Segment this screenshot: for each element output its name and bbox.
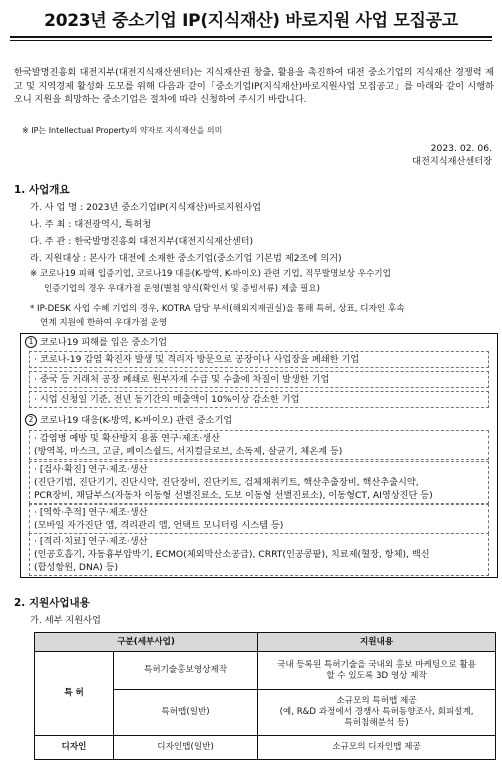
table-row <box>35 652 496 690</box>
issue-block <box>412 142 492 168</box>
section1-heading: 1. 사업개요 <box>14 184 70 196</box>
program-desc-line: 특허침해분석 등) <box>344 718 409 728</box>
program-desc <box>258 652 496 690</box>
category-cell: 디자인 <box>35 736 114 760</box>
table-row <box>35 736 496 760</box>
box2-row <box>29 504 489 534</box>
support-table <box>34 632 496 760</box>
program-name: 디자인맵(일반) <box>114 736 258 760</box>
box2-row-text: (합성항원, DNA) 등) <box>34 562 119 573</box>
program-name: 특허기술홍보영상제작 <box>114 652 258 690</box>
preference-note: ※ 코로나19 피해 입증기업, 코로나19 대응(K-방역, K-바이오) 관련 기업, 직무발명보상 우수기업 <box>30 269 391 279</box>
box2-row-text: (진단기법, 진단기기, 진단시약, 진단장비, 진단키트, 검체채취키트, 핵산추출장비, 핵산추출시약, <box>34 477 419 488</box>
program-desc: 소규모의 디자인맵 제공 <box>258 736 496 760</box>
section2-subheading: 가. 세부 지원사업 <box>30 615 101 626</box>
overview-item: 라. 지원대상 : 본사가 대전에 소재한 중소기업(중소기업 기본법 제2조에 의거) <box>30 253 342 264</box>
table-header: 지원내용 <box>258 633 496 652</box>
table-header-row <box>35 633 496 652</box>
program-desc-line: 국내 등록된 특허기술을 국내외 홍보 마케팅으로 활용 <box>277 659 477 670</box>
preference-note-cont: 인증기업의 경우 우대가점 운영(별첨 양식(확인서 및 증빙서류) 제출 필요) <box>44 284 321 294</box>
table-header: 구분(세부사업) <box>35 633 258 652</box>
box2-row-text: (인공호흡기, 자동흉부압박기, ECMO(체외막산소공급), CRRT(인공콩팥), 치료제(혈장, 항체), 백신 <box>34 549 430 560</box>
page-title: 2023년 중소기업 IP(지식재산) 바로지원 사업 모집공고 <box>44 11 458 31</box>
box2-row-text: · [역학·추적] 연구·제조·생산 <box>34 507 148 518</box>
box2-row-text: (모바일 자가진단 앱, 격리관리 앱, 언택트 모니터링 시스템 등) <box>34 520 284 531</box>
ip-note: ※ IP는 Intellectual Property의 약자로 지식재산을 의미 <box>22 126 223 135</box>
title-underline-thin <box>10 40 492 41</box>
circled-number: 2 <box>25 414 37 426</box>
circled-number: 1 <box>25 336 37 348</box>
program-name: 특허맵(일반) <box>114 690 258 736</box>
box1-row-text: · 중국 등 거래처 공장 폐쇄로 원부자재 수급 및 수출에 차질이 발생한 기업 <box>34 374 330 385</box>
box1-row-text: · 시업 신청일 기준, 전년 동기간의 매출액이 10%이상 감소한 기업 <box>34 394 300 405</box>
box2-row-text: · [검사·확진] 연구·제조·생산 <box>34 464 148 475</box>
ipdesk-note-cont: 연계 지원에 한하여 우대가점 운영 <box>40 318 168 328</box>
box2-row-text: (방역복, 마스크, 고글, 페이스쉴드, 서지컬글로브, 소독제, 살균기, 체온계 등) <box>34 446 343 457</box>
box1-row-text: · 코로나-19 감염 확진자 발생 및 격리자 방문으로 공장이나 사업장을 폐쇄한 기업 <box>34 354 360 365</box>
box2-heading <box>25 414 232 427</box>
program-desc-line: 할 수 있도록 3D 영상 제작 <box>326 670 427 681</box>
issue-date: 2023. 02. 06. <box>430 143 492 154</box>
box2-row-text: · [격리·치료] 연구·제조·생산 <box>34 536 148 547</box>
section2-heading: 2. 지원사업내용 <box>14 597 90 609</box>
box2-row-text: · 감염병 예방 및 확산방지 용품 연구·제조·생산 <box>34 433 221 444</box>
box2-row <box>29 430 489 460</box>
program-desc <box>258 690 496 736</box>
box2-row <box>29 533 489 576</box>
intro-paragraph: 한국발명진흥회 대전지부(대전지식재산센터)는 지식재산권 창출, 활용을 촉진하여 대전 중소기업의 지식재산 경쟁력 제고 및 지역경제 활성화 도모를 위해 다음과 같이「중소기업IP(지식재산)바로지원사업 모집공고」를 아래와 같이 시행하오니 지원을 희망하는 중소기업은 절차에 따라 신청하여 주시기 바랍니다. <box>14 67 494 105</box>
box1-row <box>29 391 489 408</box>
category-cell: 특 허 <box>35 652 114 736</box>
program-desc-line: (예, R&D 과정에서 경쟁사 특허동향조사, 회피설계, <box>279 707 474 717</box>
eligibility-box <box>20 333 498 578</box>
box2-row <box>29 461 489 504</box>
program-desc-line: 소규모의 특허맵 제공 <box>336 696 417 706</box>
title-underline <box>10 36 492 38</box>
box1-row <box>29 351 489 368</box>
overview-item: 가. 사 업 명 : 2023년 중소기업IP(지식재산)바로지원사업 <box>30 202 261 213</box>
ipdesk-note: * IP-DESK 사업 수혜 기업의 경우, KOTRA 담당 부서(해외지재권실)을 통해 특허, 상표, 디자인 후속 <box>30 304 405 314</box>
issuer-name: 대전지식재산센터장 <box>412 156 492 167</box>
box1-row <box>29 371 489 388</box>
box2-heading-text: 코로나19 대응(K-방역, K-바이오) 관련 중소기업 <box>40 415 233 426</box>
box1-heading-text: 코로나19 피해를 입은 중소기업 <box>40 337 167 348</box>
overview-item: 나. 주 최 : 대전광역시, 특허청 <box>30 219 152 230</box>
box1-heading <box>25 336 167 349</box>
overview-item: 다. 주 관 : 한국발명진흥회 대전지부(대전지식재산센터) <box>30 236 254 247</box>
box2-row-text: PCR장비, 채담부스(자동차 이동형 선별진료소, 도보 이동형 선별진료소), 이동형CT, AI영상진단 등) <box>34 490 433 501</box>
